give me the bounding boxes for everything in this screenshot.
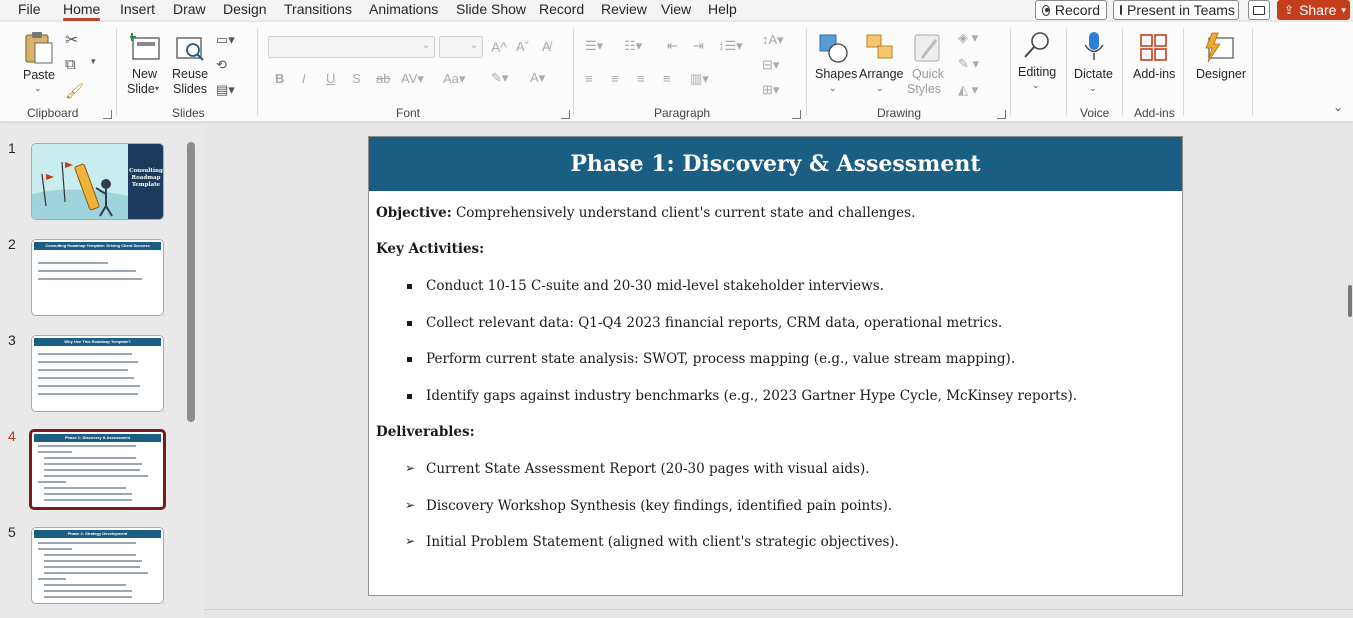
layout-icon[interactable]: ▭▾ — [216, 32, 235, 47]
new-slide-button[interactable] — [126, 30, 166, 102]
share-button[interactable] — [1277, 0, 1350, 20]
align-text-icon[interactable]: ⊟▾ — [762, 57, 780, 72]
decrease-indent-icon[interactable]: ⇤ — [667, 38, 678, 53]
voice-group-label: Voice — [1080, 106, 1110, 120]
designer-icon — [1202, 32, 1236, 64]
comments-button[interactable] — [1248, 0, 1270, 20]
clipboard-group-label: Clipboard — [27, 106, 79, 120]
paragraph-group-label: Paragraph — [654, 106, 711, 120]
editing-label: Editing — [1018, 65, 1057, 79]
activity-item[interactable]: Conduct 10-15 C-suite and 20-30 mid-level stakeholder interviews. — [426, 278, 884, 294]
record-icon — [1042, 5, 1050, 16]
chevron-down-icon: ⌄ — [829, 83, 837, 93]
shapes-button[interactable] — [813, 30, 858, 102]
shape-effects-icon[interactable]: ◭ ▾ — [958, 82, 979, 97]
clear-formatting-icon[interactable]: A̸ — [542, 39, 551, 54]
reuse-slides-button[interactable] — [171, 30, 209, 102]
chevron-down-icon: ▾ — [1341, 4, 1346, 15]
deliverable-item[interactable]: Discovery Workshop Synthesis (key findings, identified pain points). — [426, 498, 893, 514]
font-color-icon[interactable]: A▾ — [530, 70, 546, 85]
reset-icon[interactable]: ⟲ — [216, 57, 227, 72]
record-button[interactable] — [1035, 0, 1107, 20]
objective-text: Comprehensively understand client's current state and challenges. — [451, 205, 916, 221]
chevron-down-icon: ⌄ — [1032, 80, 1040, 90]
underline-icon[interactable]: U — [326, 71, 336, 86]
align-left-icon[interactable]: ≡ — [585, 71, 593, 86]
drawing-group-label: Drawing — [877, 106, 922, 120]
record-button-label: Record — [1054, 2, 1100, 18]
chevron-down-icon[interactable]: ▾ — [91, 56, 96, 66]
italic-icon[interactable]: I — [302, 71, 306, 86]
tab-file[interactable]: File — [18, 1, 41, 17]
present-in-teams-label: Present in Teams — [1127, 2, 1235, 18]
clipboard-launcher-icon[interactable] — [103, 110, 112, 119]
objective-paragraph[interactable] — [376, 205, 915, 221]
slide1-title: Consulting Roadmap Template — [129, 168, 163, 188]
strikethrough-icon[interactable]: ab — [376, 71, 391, 86]
present-in-teams-button[interactable] — [1113, 0, 1239, 20]
tab-design[interactable]: Design — [223, 1, 267, 17]
paste-icon — [21, 30, 55, 66]
arrange-label: Arrange — [859, 67, 904, 81]
add-ins-label: Add-ins — [1133, 67, 1176, 81]
quick-styles-button[interactable] — [905, 30, 951, 102]
designer-button[interactable] — [1190, 30, 1250, 100]
tab-slide-show[interactable]: Slide Show — [456, 1, 527, 17]
slide-number: 2 — [8, 236, 16, 252]
align-right-icon[interactable]: ≡ — [637, 71, 645, 86]
slide5-title: Phase 2: Strategy Development — [67, 531, 128, 536]
ribbon-home — [0, 22, 1353, 122]
drawing-launcher-icon[interactable] — [997, 110, 1006, 119]
comment-icon — [1253, 6, 1265, 15]
numbering-icon[interactable]: ☷▾ — [624, 38, 643, 53]
cut-icon[interactable]: ✂ — [65, 32, 79, 49]
editing-button[interactable] — [1015, 30, 1059, 102]
font-group-label: Font — [396, 106, 421, 120]
share-icon: ⇪ — [1284, 3, 1295, 17]
quick-styles-label-1: Quick — [912, 67, 944, 81]
quick-styles-label-2: Styles — [907, 82, 942, 96]
slide-thumbnail-3[interactable] — [31, 335, 164, 412]
slides-group-label: Slides — [172, 106, 205, 120]
text-direction-icon[interactable]: ↕A▾ — [762, 32, 784, 47]
bullet-icon — [407, 321, 412, 326]
shapes-icon — [818, 32, 850, 64]
increase-font-icon[interactable]: A^ — [491, 39, 507, 55]
chevron-down-icon: ▾ — [155, 84, 160, 93]
format-painter-icon[interactable]: 🖌 — [65, 83, 85, 100]
tab-view[interactable]: View — [661, 1, 692, 17]
tab-transitions[interactable]: Transitions — [284, 1, 352, 17]
chevron-down-icon: ⌄ — [1089, 83, 1097, 93]
deliverable-item[interactable]: Current State Assessment Report (20-30 pages with visual aids). — [426, 461, 870, 477]
dictate-button[interactable] — [1072, 30, 1116, 102]
bullet-icon — [407, 394, 412, 399]
activity-item[interactable]: Perform current state analysis: SWOT, process mapping (e.g., value stream mapping). — [426, 351, 1016, 367]
slide-number: 1 — [8, 140, 16, 156]
microphone-icon — [1078, 30, 1110, 64]
decrease-font-icon[interactable]: Aˇ — [516, 39, 529, 54]
bullet-icon — [407, 284, 412, 289]
font-launcher-icon[interactable] — [561, 110, 570, 119]
activity-item[interactable]: Collect relevant data: Q1-Q4 2023 financial reports, CRM data, operational metrics. — [426, 315, 1003, 331]
justify-icon[interactable]: ≡ — [663, 71, 671, 86]
add-ins-group-label: Add-ins — [1134, 106, 1175, 120]
slide3-title: Why Use This Roadmap Template? — [64, 339, 131, 344]
tab-review[interactable]: Review — [601, 1, 647, 17]
quick-styles-icon — [912, 32, 944, 64]
reuse-slides-icon — [174, 32, 206, 64]
arrow-bullet-icon: ➢ — [405, 498, 416, 512]
slide-number: 3 — [8, 332, 16, 348]
deliverable-item[interactable]: Initial Problem Statement (aligned with client's strategic objectives). — [426, 534, 899, 550]
reuse-slides-label-1: Reuse — [172, 67, 209, 81]
chevron-down-icon: ⌄ — [34, 83, 42, 93]
key-activities-heading[interactable]: Key Activities: — [376, 241, 485, 257]
paragraph-launcher-icon[interactable] — [792, 110, 801, 119]
align-center-icon[interactable]: ≡ — [611, 71, 619, 86]
teams-present-icon — [1120, 5, 1122, 15]
slide-number: 4 — [8, 428, 16, 444]
character-spacing-icon[interactable]: AV▾ — [401, 71, 424, 86]
new-slide-label-1: New — [132, 67, 158, 81]
tab-home[interactable]: Home — [63, 1, 101, 17]
new-slide-icon — [130, 32, 162, 62]
font-size-combo[interactable]: ⌄ — [439, 36, 483, 58]
slide-thumbnail-4[interactable] — [29, 429, 166, 510]
slide-thumbnail-5[interactable] — [31, 527, 164, 604]
highlight-icon[interactable]: ✎▾ — [491, 70, 509, 85]
smartart-icon[interactable]: ⊞▾ — [762, 82, 780, 97]
search-icon — [1021, 30, 1053, 62]
slide-thumbnails-pane — [0, 125, 200, 618]
font-family-combo[interactable]: ⌄ — [268, 36, 435, 58]
paste-label: Paste — [23, 68, 55, 82]
slide-editing-canvas — [204, 125, 1353, 618]
tab-animations[interactable]: Animations — [369, 1, 439, 17]
shapes-label: Shapes — [815, 67, 858, 81]
paste-button[interactable] — [20, 30, 56, 92]
slide-number: 5 — [8, 524, 16, 540]
section-icon[interactable]: ▤▾ — [216, 82, 235, 97]
slide-title[interactable]: Phase 1: Discovery & Assessment — [369, 137, 1182, 191]
bullets-icon[interactable]: ☰▾ — [585, 38, 604, 53]
designer-label: Designer — [1196, 67, 1247, 81]
slide-thumbnail-2[interactable] — [31, 239, 164, 316]
tab-record[interactable]: Record — [539, 1, 585, 17]
shape-outline-icon[interactable]: ✎ ▾ — [958, 56, 980, 71]
arrange-button[interactable] — [857, 30, 903, 102]
deliverables-heading[interactable]: Deliverables: — [376, 424, 475, 440]
reuse-slides-label-2: Slides — [173, 82, 208, 96]
add-ins-icon — [1138, 32, 1170, 64]
collapse-ribbon-icon[interactable]: ⌄ — [1333, 100, 1344, 114]
canvas-bottom-border — [204, 609, 1353, 610]
slide2-title: Consulting Roadmap Template: Driving Client Success — [45, 243, 150, 248]
bullet-icon — [407, 357, 412, 362]
line-spacing-icon[interactable]: ↕☰▾ — [718, 38, 743, 53]
share-button-label: Share — [1299, 2, 1337, 18]
tab-help[interactable]: Help — [708, 1, 737, 17]
arrow-bullet-icon: ➢ — [405, 461, 416, 475]
arrow-bullet-icon: ➢ — [405, 534, 416, 548]
slide4-title: Phase 1: Discovery & Assessment — [64, 435, 131, 440]
columns-icon[interactable]: ▥▾ — [690, 71, 709, 86]
canvas-scrollbar[interactable] — [1348, 285, 1352, 317]
activity-item[interactable]: Identify gaps against industry benchmarks (e.g., 2023 Gartner Hype Cycle, McKinsey reports). — [426, 388, 1078, 404]
slide-thumbnail-1[interactable] — [31, 143, 164, 220]
text-shadow-icon[interactable]: S — [352, 71, 361, 86]
copy-icon[interactable]: ⧉ — [65, 56, 76, 73]
tab-draw[interactable]: Draw — [173, 1, 206, 17]
objective-label: Objective: — [376, 205, 452, 221]
chevron-down-icon: ⌄ — [876, 83, 884, 93]
increase-indent-icon[interactable]: ⇥ — [693, 38, 704, 53]
shape-fill-icon[interactable]: ◈ ▾ — [958, 30, 979, 45]
tab-insert[interactable]: Insert — [120, 1, 156, 17]
current-slide[interactable] — [368, 136, 1183, 596]
thumbnails-scrollbar[interactable] — [187, 142, 195, 422]
dictate-label: Dictate — [1074, 67, 1113, 81]
add-ins-button[interactable] — [1128, 30, 1180, 100]
arrange-icon — [864, 32, 896, 64]
bold-icon[interactable]: B — [275, 71, 285, 86]
menu-bar — [0, 0, 1353, 20]
new-slide-label-2: Slide — [127, 82, 155, 96]
change-case-icon[interactable]: Aa▾ — [443, 71, 466, 86]
